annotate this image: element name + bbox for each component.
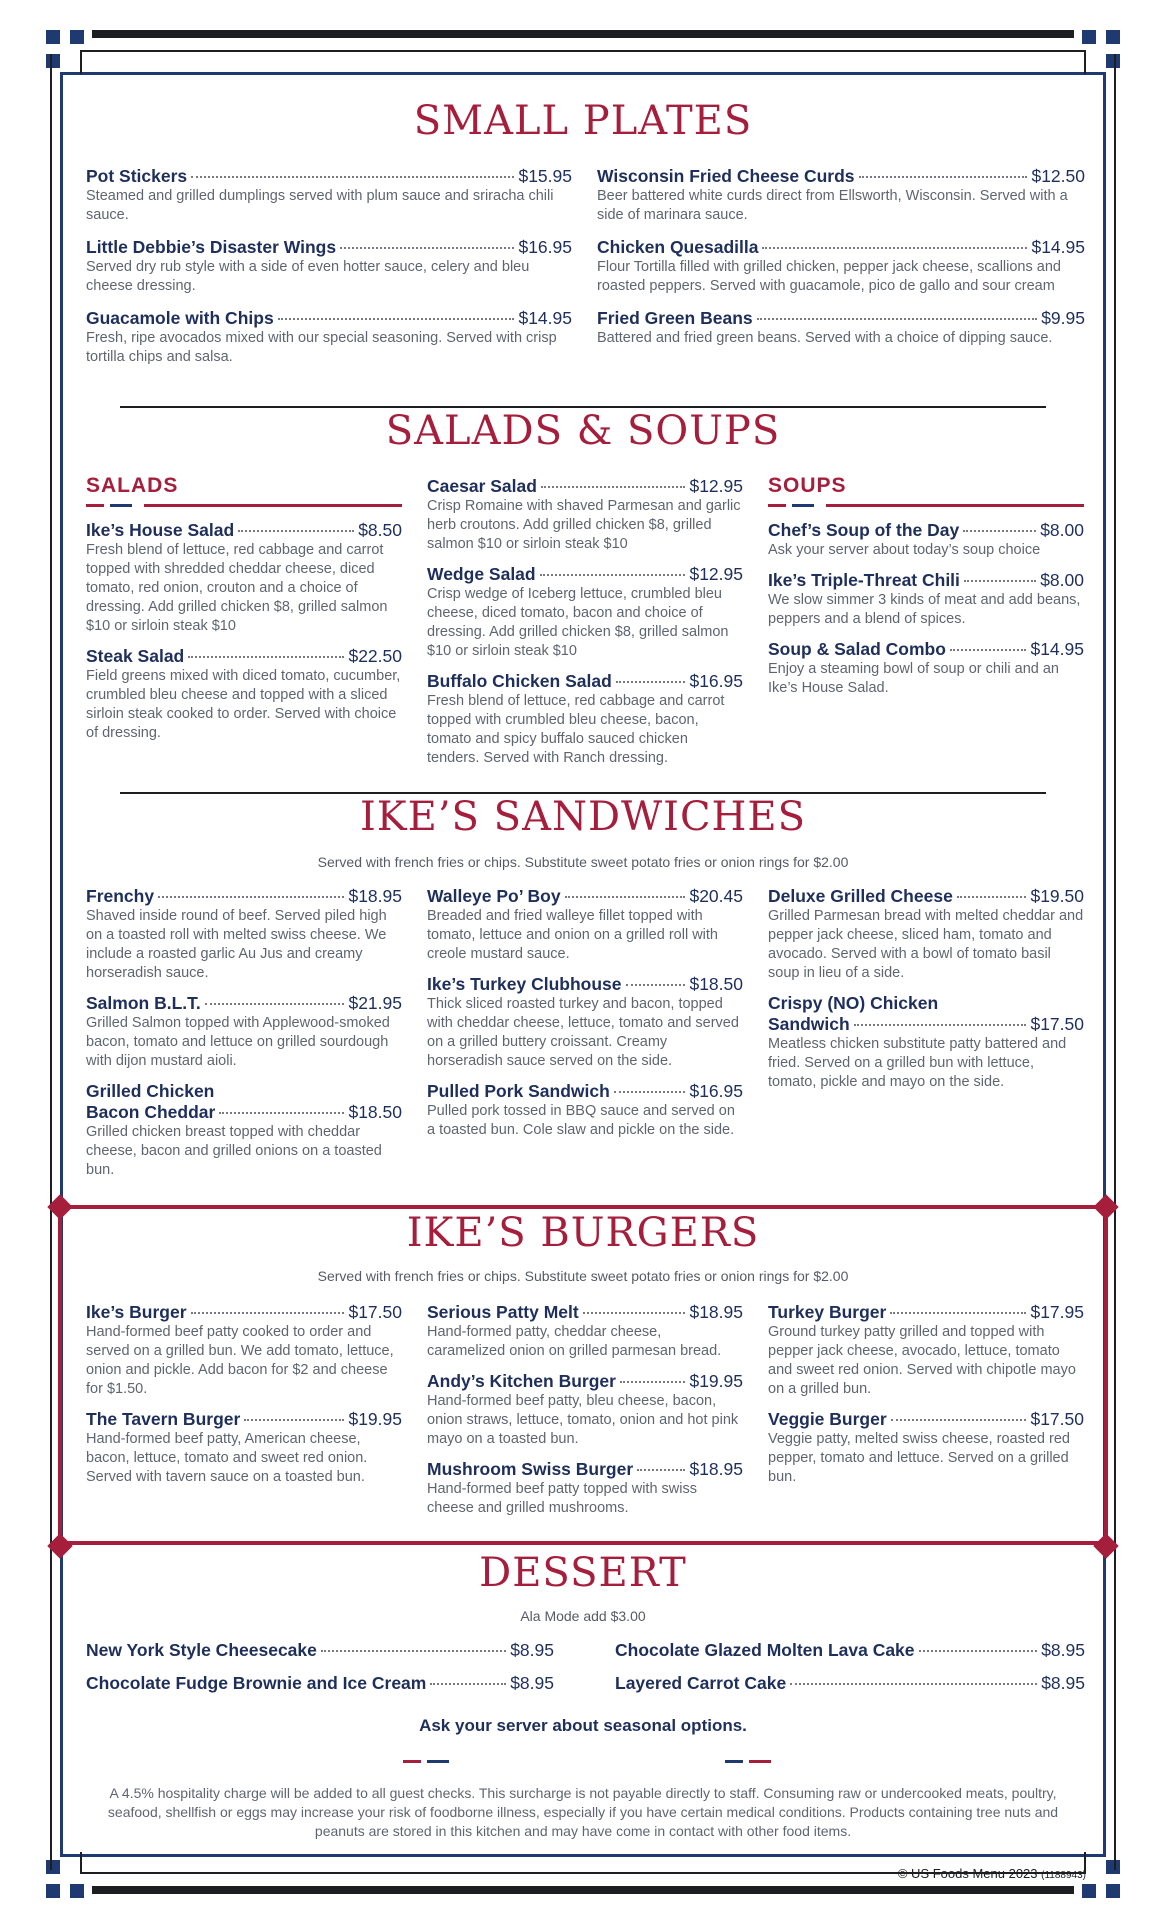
menu-item-price: $18.95: [348, 886, 402, 906]
menu-item-name: Caesar Salad: [427, 476, 537, 496]
menu-item-description: Hand-formed patty, cheddar cheese, caramelized onion on grilled parmesan bread.: [427, 1324, 722, 1359]
menu-item: [768, 639, 1084, 698]
menu-item: [86, 886, 402, 983]
burgers-title: IKE’S BURGERS: [406, 1210, 760, 1256]
menu-item-description: Hand-formed beef patty topped with swiss cheese and grilled mushrooms.: [427, 1481, 697, 1516]
menu-item-name: Pot Stickers: [86, 166, 188, 186]
menu-item-name: Guacamole with Chips: [86, 308, 274, 328]
dot-leader: [158, 896, 344, 898]
sandwiches-column-2: [427, 886, 743, 1150]
soups-column: [768, 474, 1084, 708]
menu-item-name: Deluxe Grilled Cheese: [768, 886, 953, 906]
small-plates-left-column: [86, 166, 572, 379]
menu-item-description: Grilled chicken breast topped with cheddar cheese, bacon and grilled onions on a toasted bun.: [86, 1124, 382, 1178]
menu-item-name: Bacon Cheddar: [86, 1102, 216, 1122]
menu-item: [768, 1409, 1084, 1487]
menu-code: (1188943): [1041, 1870, 1086, 1881]
burgers-note: Served with french fries or chips. Substitute sweet potato fries or onion rings for $2.00: [317, 1268, 849, 1284]
menu-item-description: Ask your server about today’s soup choice: [768, 542, 1041, 558]
seasonal-options-note: Ask your server about seasonal options.: [419, 1716, 747, 1735]
menu-item-description: Enjoy a steaming bowl of soup or chili and an Ike’s House Salad.: [768, 661, 1059, 696]
menu-item-price: $8.95: [510, 1673, 554, 1693]
menu-item: [86, 993, 402, 1071]
menu-item: [427, 1371, 743, 1449]
dot-leader: [205, 1003, 345, 1005]
menu-item: [768, 570, 1084, 629]
menu-item: [615, 1673, 1085, 1694]
menu-item-name: Andy’s Kitchen Burger: [427, 1371, 616, 1391]
burgers-column-1: [86, 1302, 402, 1497]
menu-item-price: $17.50: [1030, 1014, 1084, 1034]
menu-item: [86, 646, 402, 743]
menu-item-price: $8.00: [1040, 570, 1084, 590]
menu-item: [86, 1302, 402, 1399]
menu-item-price: $19.50: [1030, 886, 1084, 906]
small-plates-title: SMALL PLATES: [413, 98, 753, 144]
menu-item: [427, 974, 743, 1071]
menu-item-description: Hand-formed beef patty, bleu cheese, bacon, onion straws, lettuce, tomato, onion and hot pink mayo on a toasted bun.: [427, 1393, 739, 1447]
dot-leader: [859, 176, 1028, 178]
menu-item-description: Shaved inside round of beef. Served piled high on a toasted roll with melted swiss cheese. We include a roasted garlic Au Jus and creamy horseradish sauce.: [86, 908, 387, 981]
menu-item: [86, 1673, 554, 1694]
soups-heading: SOUPS: [768, 474, 847, 497]
menu-item-price: $14.95: [1030, 639, 1084, 659]
dessert-title: DESSERT: [479, 1550, 687, 1596]
soups-list: [768, 520, 1084, 698]
menu-item: [86, 520, 402, 636]
menu-item-price: $8.95: [1041, 1640, 1085, 1660]
menu-item-name: Chocolate Glazed Molten Lava Cake: [615, 1640, 915, 1660]
menu-item-name: Little Debbie’s Disaster Wings: [86, 237, 337, 257]
sandwiches-column-3: [768, 886, 1084, 1102]
salads-heading-rule: [86, 498, 402, 512]
dot-leader: [891, 1419, 1027, 1421]
menu-item-name: Buffalo Chicken Salad: [427, 671, 612, 691]
menu-item: [427, 671, 743, 768]
menu-item-description: Beer battered white curds direct from Ellsworth, Wisconsin. Served with a side of marinara sauce.: [597, 188, 1068, 223]
menu-item-price: $15.95: [518, 166, 572, 186]
menu-item-price: $18.95: [689, 1302, 743, 1322]
menu-item-name: Frenchy: [86, 886, 155, 906]
menu-item: [768, 1302, 1084, 1399]
menu-item-description: Flour Tortilla filled with grilled chicken, pepper jack cheese, scallions and roasted peppers. Served with guacamole, pico de gallo and sour cream: [597, 259, 1061, 294]
dot-leader: [963, 530, 1036, 532]
dot-leader: [540, 574, 686, 576]
dot-leader: [188, 656, 344, 658]
dot-leader: [616, 681, 686, 683]
menu-item-price: $21.95: [348, 993, 402, 1013]
salads-column: [86, 474, 402, 753]
copyright: [898, 1866, 1086, 1881]
menu-item-name: Veggie Burger: [768, 1409, 887, 1429]
sandwiches-note: Served with french fries or chips. Substitute sweet potato fries or onion rings for $2.00: [317, 854, 849, 870]
menu-item: [86, 1640, 554, 1661]
menu-item-description: Breaded and fried walleye fillet topped with tomato, lettuce and onion on a grilled roll with creole mustard sauce.: [427, 908, 718, 962]
menu-item-price: $12.95: [689, 564, 743, 584]
dot-leader: [583, 1312, 686, 1314]
menu-item: [86, 237, 572, 296]
menu-item-price: $16.95: [689, 671, 743, 691]
dot-leader: [919, 1650, 1038, 1652]
menu-item-price: $8.50: [358, 520, 402, 540]
dot-leader: [430, 1683, 506, 1685]
menu-item-price: $14.95: [518, 308, 572, 328]
menu-item-price: $12.50: [1031, 166, 1085, 186]
salads-heading: SALADS: [86, 474, 179, 497]
soups-heading-rule: [768, 498, 1084, 512]
menu-item-description: Thick sliced roasted turkey and bacon, topped with cheddar cheese, lettuce, tomato and served on a grilled buttery croissant. Creamy horseradish sauce served on the side.: [427, 996, 739, 1069]
menu-item-name: Pulled Pork Sandwich: [427, 1081, 610, 1101]
sandwiches-title: IKE’S SANDWICHES: [359, 794, 807, 840]
menu-item-name: Ike’s Burger: [86, 1302, 187, 1322]
menu-item-price: $8.95: [1041, 1673, 1085, 1693]
menu-item-price: $19.95: [348, 1409, 402, 1429]
dot-leader: [278, 318, 515, 320]
menu-item-name: Walleye Po’ Boy: [427, 886, 561, 906]
dot-leader: [950, 649, 1027, 651]
salads-list: [86, 520, 402, 743]
dot-leader: [957, 896, 1027, 898]
menu-item-description: Hand-formed beef patty, American cheese, bacon, lettuce, tomato and sweet red onion. Served with tavern sauce on a toasted bun.: [86, 1431, 368, 1485]
dot-leader: [757, 318, 1038, 320]
dot-leader: [321, 1650, 506, 1652]
dot-leader: [637, 1469, 685, 1471]
menu-item-name: Chicken Quesadilla: [597, 237, 759, 257]
dot-leader: [565, 896, 686, 898]
disclaimer: A 4.5% hospitality charge will be added to all guest checks. This surcharge is not payable directly to staff. Consuming raw or undercooked meats, poultry, seafood, shellfish or eggs may increase your risk of foodborne illness, especially if you have certain medical conditions. Products containing tree nuts and peanuts are stored in this kitchen and may have come in contact with other food items.: [107, 1785, 1059, 1839]
menu-item-description: Hand-formed beef patty cooked to order and served on a grilled bun. We add tomato, lettuce, onion and pickle. Add bacon for $2 and cheese for $1.50.: [86, 1324, 394, 1397]
menu-item-price: $8.95: [510, 1640, 554, 1660]
menu-item-price: $19.95: [689, 1371, 743, 1391]
burgers-column-3: [768, 1302, 1084, 1497]
menu-item-description: Grilled Salmon topped with Applewood-smoked bacon, tomato and lettuce on grilled sourdough with dijon mustard aioli.: [86, 1015, 390, 1069]
salads-column-2: [427, 476, 743, 778]
menu-item-name: Steak Salad: [86, 646, 185, 666]
menu-item-name: Wedge Salad: [427, 564, 536, 584]
menu-item: [86, 1081, 402, 1180]
burgers-column-2: [427, 1302, 743, 1528]
menu-item-name: Ike’s Triple-Threat Chili: [768, 570, 960, 590]
menu-item: [597, 166, 1085, 225]
dot-leader: [762, 247, 1027, 249]
menu-item: [615, 1640, 1085, 1661]
menu-item: [427, 1459, 743, 1518]
menu-item-description: Fresh blend of lettuce, red cabbage and carrot topped with shredded cheddar cheese, diced tomato, red onion, crouton and a choice of dressing. Add grilled chicken $8, grilled salmon $10 or sirloin steak $10: [86, 542, 388, 634]
menu-item-name: Turkey Burger: [768, 1302, 887, 1322]
menu-item-description: Fresh, ripe avocados mixed with our special seasoning. Served with crisp tortilla chips and salsa.: [86, 330, 557, 365]
menu-item-price: $16.95: [518, 237, 572, 257]
dot-leader: [219, 1112, 344, 1114]
menu-item: [86, 308, 572, 367]
menu-item: [427, 1302, 743, 1361]
menu-item: [86, 166, 572, 225]
menu-item-price: $17.50: [348, 1302, 402, 1322]
menu-item: [597, 237, 1085, 296]
menu-item-description: Meatless chicken substitute patty battered and fried. Served on a grilled bun with lettuce, tomato, pickle and mayo on the side.: [768, 1036, 1067, 1090]
menu-item-price: $18.50: [348, 1102, 402, 1122]
menu-item-name: Fried Green Beans: [597, 308, 753, 328]
dot-leader: [890, 1312, 1026, 1314]
salads-soups-title: SALADS & SOUPS: [385, 408, 781, 454]
menu-item-price: $20.45: [689, 886, 743, 906]
menu-item-name: Layered Carrot Cake: [615, 1673, 787, 1693]
menu-item-price: $14.95: [1031, 237, 1085, 257]
menu-item-description: Fresh blend of lettuce, red cabbage and carrot topped with crumbled bleu cheese, bacon, tomato and spicy buffalo sauced chicken tenders. Served with Ranch dressing.: [427, 693, 725, 766]
menu-item-name: Salmon B.L.T.: [86, 993, 201, 1013]
menu-item-price: $22.50: [348, 646, 402, 666]
menu-item-description: Field greens mixed with diced tomato, cucumber, crumbled bleu cheese and topped with a sliced sirloin steak cooked to order. Served with choice of dressing.: [86, 668, 401, 741]
menu-item-price: $18.50: [689, 974, 743, 994]
menu-item-price: $8.00: [1040, 520, 1084, 540]
dot-leader: [620, 1381, 686, 1383]
menu-item-price: $16.95: [689, 1081, 743, 1101]
small-plates-right-column: [597, 166, 1085, 360]
menu-item: [427, 1081, 743, 1140]
copyright-text: © US Foods Menu 2023: [897, 1866, 1038, 1881]
menu-item-description: Crisp Romaine with shaved Parmesan and garlic herb croutons. Add grilled chicken $8, grilled salmon $10 or sirloin steak $10: [427, 498, 741, 552]
menu-item-price: $17.95: [1030, 1302, 1084, 1322]
dot-leader: [191, 176, 514, 178]
menu-item-name: Wisconsin Fried Cheese Curds: [597, 166, 855, 186]
menu-item-name: Grilled Chicken: [86, 1081, 215, 1101]
menu-item-name: Chocolate Fudge Brownie and Ice Cream: [86, 1673, 427, 1693]
menu-item-name: Mushroom Swiss Burger: [427, 1459, 634, 1479]
menu-item: [597, 308, 1085, 348]
menu-item-description: Crisp wedge of Iceberg lettuce, crumbled bleu cheese, diced tomato, bacon and choice of dressing. Add grilled chicken $8, grilled salmon $10 or sirloin steak $10: [427, 586, 729, 659]
dot-leader: [541, 486, 686, 488]
menu-item-name: The Tavern Burger: [86, 1409, 241, 1429]
dot-leader: [191, 1312, 345, 1314]
menu-item-description: Served dry rub style with a side of even hotter sauce, celery and bleu cheese dressing.: [86, 259, 530, 294]
menu-item-description: Veggie patty, melted swiss cheese, roasted red pepper, tomato and lettuce. Served on a grilled bun.: [768, 1431, 1070, 1485]
menu-item-description: Steamed and grilled dumplings served with plum sauce and sriracha chili sauce.: [86, 188, 554, 223]
menu-item-name: Chef’s Soup of the Day: [768, 520, 960, 540]
menu-item: [86, 1409, 402, 1487]
menu-item-name: Soup & Salad Combo: [768, 639, 946, 659]
dot-leader: [854, 1024, 1027, 1026]
menu-item: [427, 886, 743, 964]
menu-item-name: Crispy (NO) Chicken: [768, 993, 939, 1013]
dot-leader: [790, 1683, 1037, 1685]
menu-item-name: New York Style Cheesecake: [86, 1640, 317, 1660]
menu-item-price: $9.95: [1041, 308, 1085, 328]
sandwiches-column-1: [86, 886, 402, 1190]
menu-item: [768, 993, 1084, 1092]
menu-item-price: $12.95: [689, 476, 743, 496]
dot-leader: [244, 1419, 344, 1421]
dot-leader: [964, 580, 1036, 582]
menu-item-name: Sandwich: [768, 1014, 850, 1034]
menu-item-description: We slow simmer 3 kinds of meat and add beans, peppers and a blend of spices.: [768, 592, 1081, 627]
menu-item-name: Ike’s House Salad: [86, 520, 235, 540]
menu-item: [427, 564, 743, 661]
dessert-right-column: [615, 1640, 1085, 1706]
menu-item: [427, 476, 743, 554]
menu-item-price: $18.95: [689, 1459, 743, 1479]
dot-leader: [626, 984, 686, 986]
dessert-left-column: [86, 1640, 554, 1706]
menu-item-price: $17.50: [1030, 1409, 1084, 1429]
menu-item-name: Ike’s Turkey Clubhouse: [427, 974, 622, 994]
menu-item-description: Ground turkey patty grilled and topped with pepper jack cheese, avocado, lettuce, tomato and sweet red onion. Served with chipotle mayo on a grilled bun.: [768, 1324, 1076, 1397]
menu-item-description: Pulled pork tossed in BBQ sauce and served on a toasted bun. Cole slaw and pickle on the side.: [427, 1103, 735, 1138]
menu-item: [768, 520, 1084, 560]
menu-item-name: Serious Patty Melt: [427, 1302, 579, 1322]
dot-leader: [238, 530, 354, 532]
menu-item: [768, 886, 1084, 983]
menu-item-description: Grilled Parmesan bread with melted cheddar and pepper jack cheese, sliced ham, tomato and avocado. Served with a bowl of tomato basil soup in lieu of a side.: [768, 908, 1084, 981]
dot-leader: [340, 247, 514, 249]
dot-leader: [614, 1091, 686, 1093]
dessert-note: Ala Mode add $3.00: [520, 1608, 646, 1624]
menu-item-description: Battered and fried green beans. Served with a choice of dipping sauce.: [597, 330, 1053, 346]
